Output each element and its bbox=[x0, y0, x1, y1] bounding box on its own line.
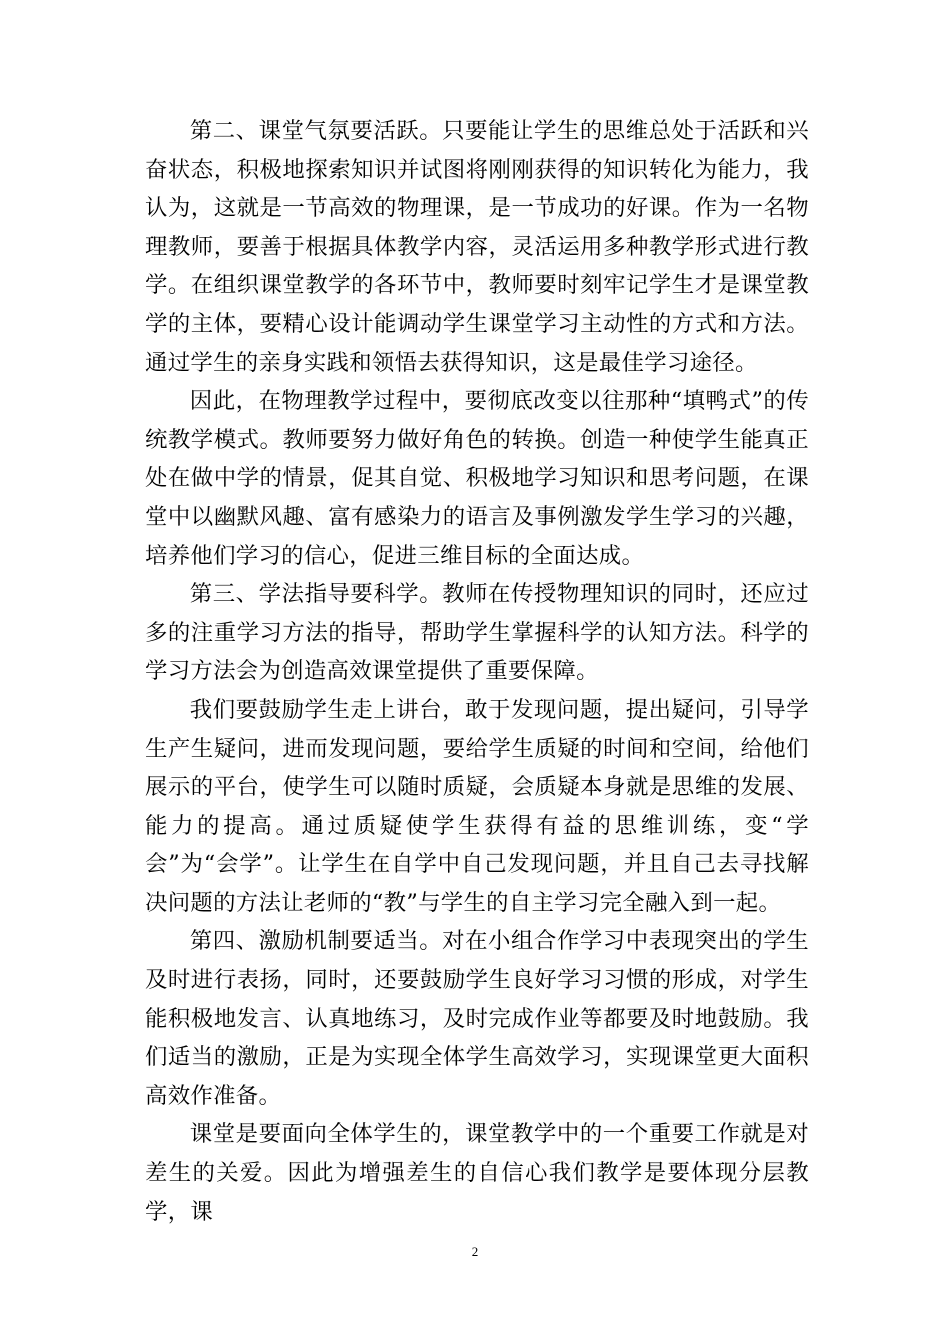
document-body bbox=[145, 112, 809, 1231]
paragraph-2: 因此，在物理教学过程中，要彻底改变以往那种“填鸭式”的传统教学模式。教师要努力做好角色的转换。创造一种使学生能真正处在做中学的情景，促其自觉、积极地学习知识和思考问题，在课堂中以幽默风趣、富有感染力的语言及事例激发学生学习的兴趣，培养他们学习的信心，促进三维目标的全面达成。 bbox=[145, 388, 809, 569]
paragraph-4: 我们要鼓励学生走上讲台，敢于发现问题，提出疑问，引导学生产生疑问，进而发现问题，要给学生质疑的时间和空间，给他们展示的平台，使学生可以随时质疑，会质疑本身就是思维的发展、能力的提高。通过质疑使学生获得有益的思维训练，变“学会”为“会学”。让学生在自学中自己发现问题，并且自己去寻找解决问题的方法让老师的“教”与学生的自主学习完全融入到一起。 bbox=[145, 696, 809, 916]
paragraph-3: 第三、学法指导要科学。教师在传授物理知识的同时，还应过多的注重学习方法的指导，帮助学生掌握科学的认知方法。科学的学习方法会为创造高效课堂提供了重要保障。 bbox=[145, 581, 809, 685]
paragraph-1: 第二、课堂气氛要活跃。只要能让学生的思维总处于活跃和兴奋状态，积极地探索知识并试图将刚刚获得的知识转化为能力，我认为，这就是一节高效的物理课，是一节成功的好课。作为一名物理教师，要善于根据具体教学内容，灵活运用多种教学形式进行教学。在组织课堂教学的各环节中，教师要时刻牢记学生才是课堂教学的主体，要精心设计能调动学生课堂学习主动性的方式和方法。通过学生的亲身实践和领悟去获得知识，这是最佳学习途径。 bbox=[145, 118, 809, 376]
paragraph-6: 课堂是要面向全体学生的，课堂教学中的一个重要工作就是对差生的关爱。因此为增强差生的自信心我们教学是要体现分层教学，课 bbox=[145, 1121, 809, 1225]
page-number: 2 bbox=[471, 1244, 479, 1259]
paragraph-5: 第四、激励机制要适当。对在小组合作学习中表现突出的学生及时进行表扬，同时，还要鼓励学生良好学习习惯的形成，对学生能积极地发言、认真地练习，及时完成作业等都要及时地鼓励。我们适当的激励，正是为实现全体学生高效学习，实现课堂更大面积高效作准备。 bbox=[145, 928, 809, 1109]
